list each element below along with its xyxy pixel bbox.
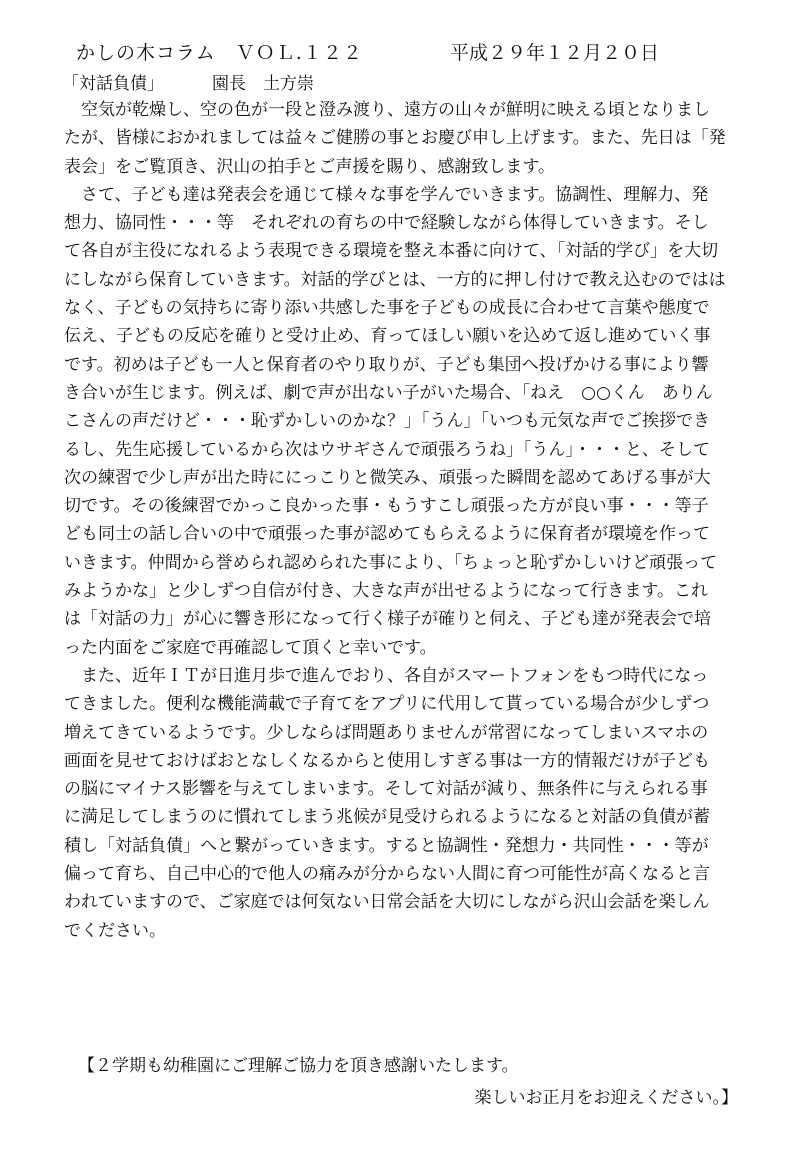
column-title: かしの木コラム ＶＯＬ.１２２ xyxy=(76,42,363,64)
closing-message xyxy=(78,1050,738,1114)
closing-line-1: 【２学期も幼稚園にご理解ご協力を頂き感謝いたします。 xyxy=(78,1056,519,1076)
subheader xyxy=(62,70,314,98)
paragraph-greeting: 空気が乾燥し、空の色が一段と澄み渡り、遠方の山々が鮮明に映える頃となりまし たが、皆様におかれましては益々ご健勝の事とお慶び申し上げます。また、先日は「発 表会」をご覧頂き、沢山の拍手とご声援を賜り、感謝致します。 xyxy=(64,100,726,177)
article-title: 「対話負債」 xyxy=(62,74,164,94)
header xyxy=(76,38,756,68)
article-body xyxy=(64,96,754,945)
paragraph-smartphone: また、近年ＩＴが日進月歩で進んでおり、各自がスマートフォンをもつ時代になっ てきました。便利な機能満載で子育てをアプリに代用して貰っている場合が少しずつ 増えてきているようです。少しならば問題ありませんが常習になってしまいスマホの 画面を見せておけばおとなしくなるからと使用しすぎる事は一方的情報だけが子ども の脳にマイナス影響を与えてしまいます。そして対話が減り、無条件に与えられる事 に満足してしまうのに慣れてしまう兆候が見受けられるようになると対話の負債が蓄 積し「対話負債」へと繋がっていきます。すると協調性・発想力・共同性・・・等が 偏って育ち、自己中心的で他人の痛みが分からない人間に育つ可能性が高くなると言 われていますので、ご家庭では何気ない日常会話を大切にしながら沢山会話を楽しん でください。 xyxy=(64,665,710,941)
issue-date: 平成２９年１２月２０日 xyxy=(450,42,660,64)
author-name: 園長 土方崇 xyxy=(212,74,314,94)
paragraph-recital: さて、子ども達は発表会を通じて様々な事を学んでいきます。協調性、理解力、発 想力、協同性・・・等 それぞれの育ちの中で経験しながら体得していきます。そし て各自が主役になれるよう表現できる環境を整え本番に向けて、「対話的学び」を大切 にしながら保育していきます。対話的学びとは、一方的に押し付けで教え込むのではは なく、子どもの気持ちに寄り添い共感した事を子どもの成長に合わせて言葉や態度で 伝え、子どもの反応を確りと受け止め、育ってほしい願いを込めて返し進めていく事 です。初めは子ども一人と保育者のやり取りが、子ども集団へ投げかける事により響 き合いが生じます。例えば、劇で声が出ない子がいた場合、「ねえ ○○くん ありん こさんの声だけど・・・恥ずかしいのかな？」「うん」「いつも元気な声でご挨拶でき るし、先生応援しているから次はウサギさんで頑張ろうね」「うん」・・・と、そして 次の練習で少し声が出た時ににっこりと微笑み、頑張った瞬間を認めてあげる事が大 切です。その後練習でかっこ良かった事・もうすこし頑張った方が良い事・・・等子 ども同士の話し合いの中で頑張った事が認めてもらえるように保育者が環境を作って いきます。仲間から誉められ認められた事により、「ちょっと恥ずかしいけど頑張って みようかな」と少しずつ自信が付き、大きな声が出せるようになって行きます。これ は「対話の力」が心に響き形になって行く様子が確りと伺え、子ども達が発表会で培 った内面をご家庭で再確認して頂くと幸いです。 xyxy=(64,184,726,658)
closing-line-2: 楽しいお正月をお迎えください。】 xyxy=(474,1088,738,1108)
